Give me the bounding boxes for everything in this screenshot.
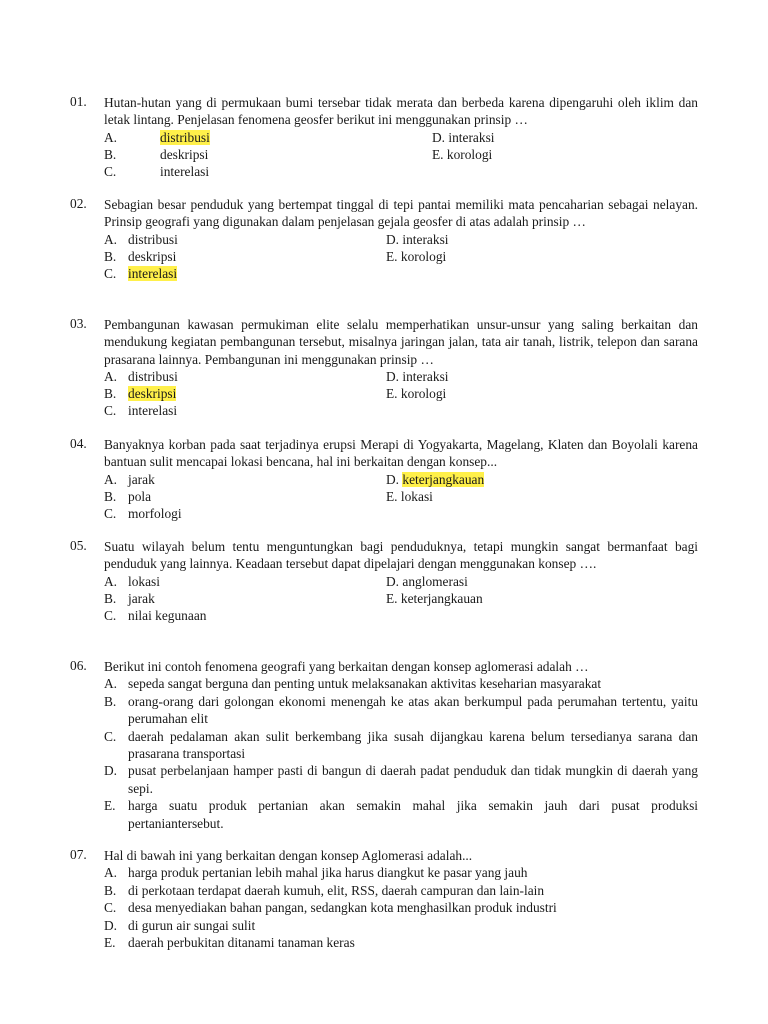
option-label: A. [104,471,118,487]
option-row [104,471,698,488]
option-text: interelasi [128,403,178,419]
option-label: E. [386,386,398,402]
option-label: A. [104,231,118,247]
option-a[interactable] [104,675,698,692]
option-row [104,607,698,624]
option-c[interactable] [104,163,209,180]
option-text: interaksi [402,231,449,247]
option-text: deskripsi [128,248,177,264]
option-text-highlighted: interelasi [128,265,178,281]
option-text: harga suatu produk pertanian akan semakin mahal jika semakin jauh dari pusat produksi pertaniantersebut. [128,798,698,831]
option-text: daerah perbukitan ditanami tanaman keras [128,935,355,951]
option-d[interactable] [386,471,484,488]
option-label: B. [104,248,117,264]
option-text: lokasi [400,488,433,504]
option-label: A. [104,676,118,692]
option-a[interactable] [104,368,178,385]
question-07 [70,847,698,951]
option-row [104,505,698,522]
option-label: D. [104,917,118,933]
option-a[interactable] [104,129,210,146]
option-text: interaksi [402,369,449,385]
option-e[interactable] [386,385,446,402]
question-06 [70,658,698,832]
option-text: interelasi [160,163,210,179]
option-text: interaksi [448,129,495,145]
option-b[interactable] [104,590,155,607]
option-text: daerah pedalaman akan sulit berkembang jika susah dijangkau karena belum tersedianya sarana dan prasarana transportasi [128,728,698,762]
option-label: D. [386,573,400,589]
option-text: jarak [128,590,155,606]
option-a[interactable] [104,471,155,488]
option-row [104,163,698,180]
option-label: C. [104,265,117,281]
option-label: E. [104,798,116,814]
option-text: keterjangkauan [400,590,483,606]
option-text: distribusi [128,369,178,385]
option-row [104,590,698,607]
option-b[interactable] [104,248,176,265]
option-label: C. [104,900,117,916]
option-label: B. [104,146,117,162]
option-label: A. [104,573,118,589]
option-text: lokasi [128,573,160,589]
option-label: D. [386,471,400,487]
option-c[interactable] [104,728,698,763]
option-label: E. [386,590,398,606]
option-label: A. [104,369,118,385]
option-c[interactable] [104,402,177,419]
question-stem: Suatu wilayah belum tentu menguntungkan bagi penduduknya, tetapi mungkin sangat bermanfaat bagi penduduk yang lainnya. Keadaan tersebut dapat dipelajari dengan menggunakan konsep …. [104,539,698,572]
question-stem: Sebagian besar penduduk yang bertempat tinggal di tepi pantai memiliki mata pencaharian sebagai nelayan. Prinsip geografi yang digunakan dalam penjelasan gejala geosfer di atas adalah prinsip … [104,197,698,230]
option-d[interactable] [386,573,468,590]
question-stem: Banyaknya korban pada saat terjadinya erupsi Merapi di Yogyakarta, Magelang, Klaten dan Boyolali karena bantuan sulit mencapai lokasi bencana, hal ini berkaitan dengan konsep... [104,437,698,470]
option-text: jarak [128,471,155,487]
option-label: B. [104,488,117,504]
option-label: D. [104,763,118,779]
option-label: E. [386,488,398,504]
option-row [104,488,698,505]
option-label: E. [386,248,398,264]
option-label: B. [104,590,117,606]
question-04 [70,436,698,522]
option-e[interactable] [104,797,698,832]
option-row [104,248,698,265]
option-row [104,368,698,385]
option-c[interactable] [104,899,698,916]
option-label: E. [104,935,116,951]
option-text: desa menyediakan bahan pangan, sedangkan kota menghasilkan produk industri [128,900,557,916]
option-text: morfologi [128,505,182,521]
question-stem: Pembangunan kawasan permukiman elite selalu memperhatikan unsur-unsur yang saling berkaitan dan mendukung kegiatan pembangunan tersebut, misalnya jaringan jalan, tata air tanah, listrik, telepon dan sarana prasarana lainnya. Pembangunan ini menggunakan prinsip … [104,317,698,367]
option-b[interactable] [104,146,208,163]
option-text: nilai kegunaan [128,607,207,623]
option-label: E. [432,146,444,162]
option-text-highlighted: keterjangkauan [402,471,485,487]
option-text-highlighted: deskripsi [128,386,177,402]
option-label: D. [386,369,400,385]
question-number: 04. [70,436,87,451]
option-label: D. [386,231,400,247]
option-e[interactable] [104,934,698,951]
option-row [104,146,698,163]
option-b[interactable] [104,693,698,728]
option-row [104,231,698,248]
option-text: korologi [400,386,447,402]
option-text: anglomerasi [402,573,468,589]
option-e[interactable] [432,146,492,163]
question-number: 02. [70,196,87,211]
option-c[interactable] [104,265,177,282]
option-label: C. [104,163,117,179]
question-number: 03. [70,316,87,331]
option-text-highlighted: distribusi [160,129,210,145]
option-a[interactable] [104,573,160,590]
question-number: 07. [70,847,87,862]
question-stem: Hal di bawah ini yang berkaitan dengan konsep Aglomerasi adalah... [104,848,473,863]
option-row [104,402,698,419]
option-row [104,265,698,282]
question-05 [70,538,698,624]
option-text: korologi [446,146,493,162]
option-label: A. [104,129,118,145]
option-e[interactable] [386,590,483,607]
option-d[interactable] [386,368,449,385]
option-d[interactable] [386,231,449,248]
option-e[interactable] [386,248,446,265]
question-number: 01. [70,94,87,109]
option-b[interactable] [104,385,176,402]
option-label: B. [104,882,117,898]
option-label: D. [432,129,446,145]
option-a[interactable] [104,231,178,248]
question-stem: Berikut ini contoh fenomena geografi yang berkaitan dengan konsep aglomerasi adalah … [104,659,589,674]
option-label: C. [104,607,117,623]
option-label: B. [104,693,117,709]
option-text: distribusi [128,231,178,247]
question-number: 05. [70,538,87,553]
option-label: C. [104,403,117,419]
option-row [104,573,698,590]
question-01 [70,94,698,180]
option-b[interactable] [104,882,698,899]
option-a[interactable] [104,864,698,881]
option-label: A. [104,865,118,881]
option-text: pusat perbelanjaan hamper pasti di bangun di daerah padat penduduk dan tidak mungkin di daerah yang sepi. [128,763,698,796]
option-d[interactable] [104,917,698,934]
option-text: sepeda sangat berguna dan penting untuk melaksanakan aktivitas keseharian masyarakat [128,676,602,692]
option-b[interactable] [104,488,151,505]
option-text: orang-orang dari golongan ekonomi menengah ke atas akan berkumpul pada perumahan tertentu, yaitu perumahan elit [128,693,698,727]
option-e[interactable] [386,488,433,505]
option-text: pola [128,488,152,504]
option-d[interactable] [432,129,495,146]
option-d[interactable] [104,762,698,797]
option-text: di perkotaan terdapat daerah kumuh, elit, RSS, daerah campuran dan lain-lain [128,882,545,898]
option-c[interactable] [104,607,206,624]
question-stem: Hutan-hutan yang di permukaan bumi tersebar tidak merata dan berbeda karena dipengaruhi oleh iklim dan letak lintang. Penjelasan fenomena geosfer berikut ini menggunakan prinsip … [104,95,698,128]
option-label: C. [104,505,117,521]
option-label: C. [104,728,117,744]
option-text: korologi [400,248,447,264]
option-label: B. [104,386,117,402]
option-text: harga produk pertanian lebih mahal jika harus diangkut ke pasar yang jauh [128,865,528,881]
question-02 [70,196,698,282]
question-number: 06. [70,658,87,673]
option-row [104,129,698,146]
question-03 [70,316,698,419]
option-row [104,385,698,402]
option-c[interactable] [104,505,182,522]
option-text: di gurun air sungai sulit [128,917,256,933]
option-text: deskripsi [160,146,209,162]
